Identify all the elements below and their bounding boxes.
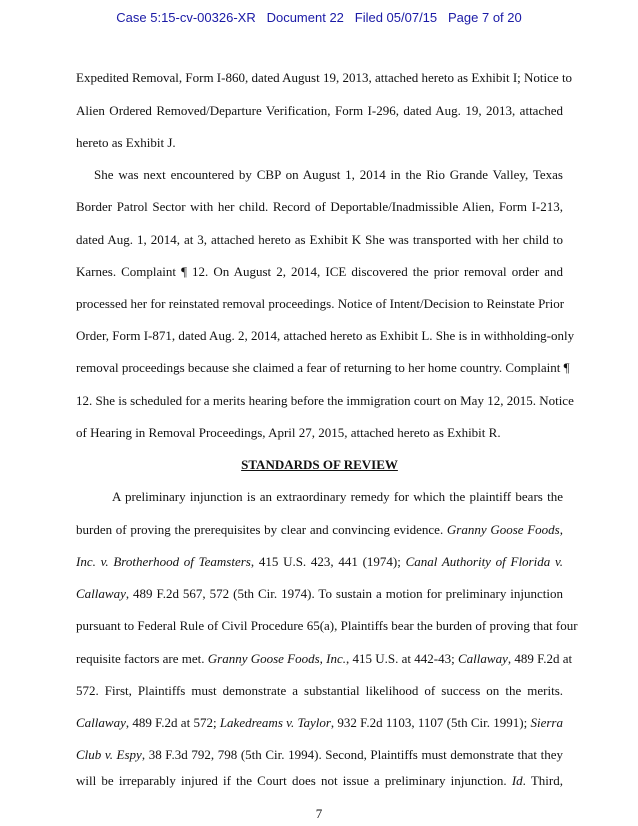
case-citation: Callaway [76,715,126,730]
case-number: Case 5:15-cv-00326-XR [116,10,256,25]
text-line: Alien Ordered Removed/Departure Verification, Form I-296, dated Aug. 19, 2013, attached [76,103,563,118]
text-line: burden of proving the prerequisites by clear and convincing evidence. Granny Goose Foods, [76,522,563,537]
case-citation: Callaway [458,651,508,666]
text-line: processed her for reinstated removal proceedings. Notice of Intent/Decision to Reinstate Prior [76,296,565,311]
text-line: hereto as Exhibit J. [76,135,176,150]
text-line: Border Patrol Sector with her child. Record of Deportable/Inadmissible Alien, Form I-213, [76,199,563,214]
text-line: of Hearing in Removal Proceedings, April 27, 2015, attached hereto as Exhibit R. [76,425,501,440]
text-line: Expedited Removal, Form I-860, dated August 19, 2013, attached hereto as Exhibit I; Notice to [76,70,573,85]
document-number: Document 22 [266,10,344,25]
case-citation: Granny Goose Foods, [446,522,563,537]
text-line: Callaway, 489 F.2d at 572; Lakedreams v. Taylor, 932 F.2d 1103, 1107 (5th Cir. 1991); Sierra [76,715,563,730]
page-of: Page 7 of 20 [448,10,522,25]
text-line: dated Aug. 1, 2014, at 3, attached hereto as Exhibit K She was transported with her child to [76,232,563,247]
case-citation: Inc. v. Brotherhood of Teamsters [76,554,251,569]
text-line: 572. First, Plaintiffs must demonstrate a substantial likelihood of success on the merits. [76,683,563,698]
text-line: pursuant to Federal Rule of Civil Procedure 65(a), Plaintiffs bear the burden of proving that four [76,618,578,633]
text-line: Karnes. Complaint ¶ 12. On August 2, 2014, ICE discovered the prior removal order and [76,264,563,279]
text-line: Order, Form I-871, dated Aug. 2, 2014, attached hereto as Exhibit L. She is in withholding-only [76,328,575,343]
text-line: Inc. v. Brotherhood of Teamsters, 415 U.S. 423, 441 (1974); Canal Authority of Florida v. [76,554,563,569]
text-line: 12. She is scheduled for a merits hearing before the immigration court on May 12, 2015. Notice [76,393,574,408]
case-citation: Granny Goose Foods, Inc. [207,651,347,666]
text-line: removal proceedings because she claimed a fear of returning to her home country. Complaint ¶ [76,360,570,375]
page-number: 7 [315,806,323,821]
text-line: will be irreparably injured if the Court does not issue a preliminary injunction. Id. Third, [76,773,563,788]
case-header [0,10,638,25]
case-citation: Canal Authority of Florida v. [405,554,563,569]
section-heading: STANDARDS OF REVIEW [241,457,398,472]
case-citation: Sierra [530,715,563,730]
case-citation: Lakedreams v. Taylor [219,715,331,730]
text-line: She was next encountered by CBP on August 1, 2014 in the Rio Grande Valley, Texas [94,167,563,182]
case-citation: Club v. Espy [76,747,142,762]
text-line: Club v. Espy, 38 F.3d 792, 798 (5th Cir. 1994). Second, Plaintiffs must demonstrate that they [76,747,563,762]
case-citation: Id [511,773,523,788]
text-line: A preliminary injunction is an extraordinary remedy for which the plaintiff bears the [112,489,563,504]
case-citation: Callaway [76,586,126,601]
filed-date: Filed 05/07/15 [354,10,438,25]
text-line: requisite factors are met. Granny Goose Foods, Inc., 415 U.S. at 442-43; Callaway, 489 F.2d at [76,651,573,666]
text-line: Callaway, 489 F.2d 567, 572 (5th Cir. 1974). To sustain a motion for preliminary injunction [76,586,563,601]
